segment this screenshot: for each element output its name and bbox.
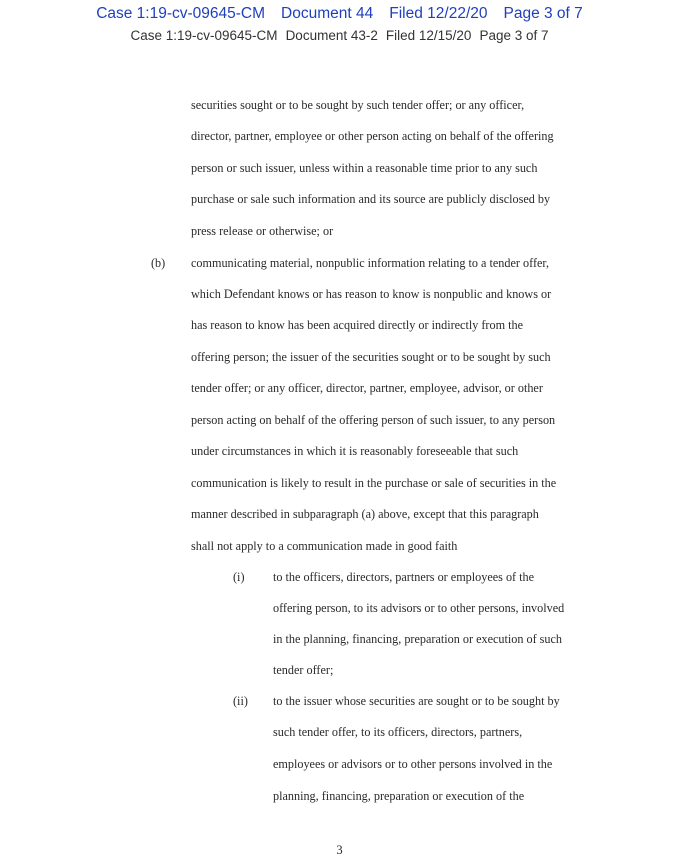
subparagraph-label-ii: (ii)	[233, 694, 248, 708]
subparagraph-label-i: (i)	[233, 570, 245, 584]
paragraph-label-b: (b)	[151, 256, 166, 270]
subheader-filed-date: Filed 12/15/20	[385, 28, 472, 43]
header-filed-date: Filed 12/22/20	[389, 5, 488, 22]
subheader-case-number: Case 1:19-cv-09645-CM	[130, 28, 278, 43]
text-line: communicating material, nonpublic information relating to a tender offer,	[191, 256, 550, 270]
text-line: press release or otherwise; or	[191, 224, 334, 238]
subheader-page-count: Page 3 of 7	[479, 28, 549, 43]
page-number: 3	[336, 843, 343, 857]
text-line: offering person, to its advisors or to other persons, involved	[273, 601, 565, 615]
text-line: tender offer; or any officer, director, partner, employee, advisor, or other	[191, 381, 543, 395]
text-line: shall not apply to a communication made in good faith	[191, 539, 458, 553]
header-case-number: Case 1:19-cv-09645-CM	[96, 5, 266, 22]
text-line: director, partner, employee or other person acting on behalf of the offering	[191, 129, 554, 143]
text-line: securities sought or to be sought by such tender offer; or any officer,	[191, 98, 525, 112]
text-line: person or such issuer, unless within a reasonable time prior to any such	[191, 161, 538, 175]
text-line: manner described in subparagraph (a) above, except that this paragraph	[191, 507, 539, 521]
text-line: purchase or sale such information and its source are publicly disclosed by	[191, 192, 551, 206]
header-document-number: Document 44	[281, 5, 374, 22]
text-line: in the planning, financing, preparation or execution of such	[273, 632, 563, 646]
text-line: which Defendant knows or has reason to know is nonpublic and knows or	[191, 287, 552, 301]
header-page-count: Page 3 of 7	[503, 5, 583, 22]
text-line: such tender offer, to its officers, directors, partners,	[273, 725, 523, 739]
text-line: to the issuer whose securities are sought or to be sought by	[273, 694, 560, 708]
text-line: planning, financing, preparation or execution of the	[273, 789, 525, 803]
ecf-header	[0, 5, 679, 23]
text-line: person acting on behalf of the offering person of such issuer, to any person	[191, 413, 556, 427]
text-line: employees or advisors or to other persons involved in the	[273, 757, 553, 771]
text-line: to the officers, directors, partners or employees of the	[273, 570, 535, 584]
text-line: communication is likely to result in the purchase or sale of securities in the	[191, 476, 557, 490]
text-line: has reason to know has been acquired directly or indirectly from the	[191, 318, 523, 332]
text-line: tender offer;	[273, 663, 334, 677]
text-line: offering person; the issuer of the securities sought or to be sought by such	[191, 350, 551, 364]
subheader-document-number: Document 43-2	[285, 28, 378, 43]
text-line: under circumstances in which it is reasonably foreseeable that such	[191, 444, 519, 458]
original-filing-header	[0, 28, 679, 43]
